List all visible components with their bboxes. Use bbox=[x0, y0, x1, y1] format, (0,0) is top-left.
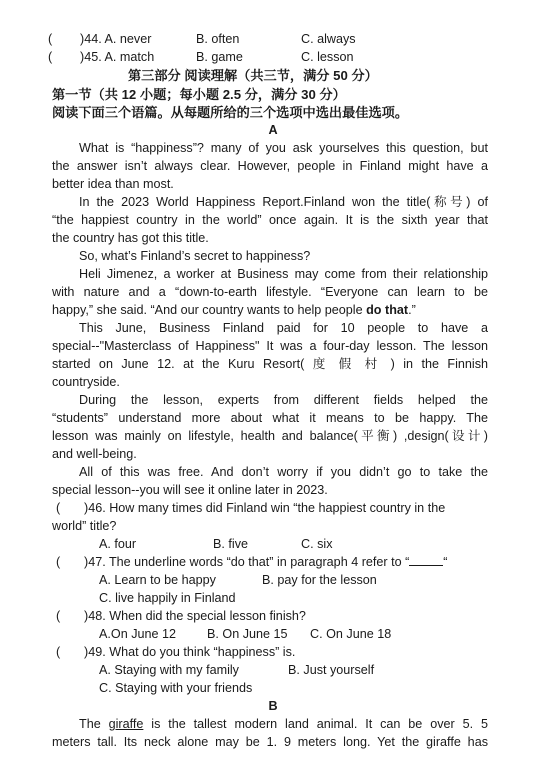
passage-a-line bbox=[52, 303, 416, 318]
passage-b-line: meters tall. Its neck alone may be 1. 9 meters long. Yet the giraffe has bbox=[52, 735, 488, 749]
passage-a-line: “students” understand more about what it means to be happy. The bbox=[52, 411, 488, 425]
passage-a-line: and well-being. bbox=[52, 447, 137, 461]
q49-option-b: B. Just yourself bbox=[288, 663, 375, 677]
q47-paren: ( bbox=[56, 555, 61, 569]
q46-stem: )46. How many times did Finland win “the happiest country in the bbox=[84, 501, 446, 515]
q47-option-a: A. Learn to be happy bbox=[99, 573, 216, 587]
q47-option-c: C. live happily in Finland bbox=[99, 591, 236, 605]
passage-a-line: the country has got this title. bbox=[52, 231, 209, 245]
passage-a-line: with nature and a “down-to-earth lifestyle. “Everyone can learn to be bbox=[52, 285, 488, 299]
passage-a-line: So, what’s Finland’s secret to happiness? bbox=[79, 249, 311, 263]
q46-paren: ( bbox=[56, 501, 61, 515]
passage-a-line: During the lesson, experts from different fields helped the bbox=[79, 393, 488, 407]
passage-a-line: “the happiest country in the world” once again. It is the sixth year that bbox=[52, 213, 488, 227]
q46-stem-cont: world” title? bbox=[52, 519, 117, 533]
passage-a-line: the answer isn’t always clear. However, people in Finland might have a bbox=[52, 159, 488, 173]
q45-option-a: )45. A. match bbox=[80, 50, 155, 64]
q47-option-b: B. pay for the lesson bbox=[262, 573, 377, 587]
passage-a-line: started on June 12. at the Kuru Resort( 度 假 村 ) in the Finnish bbox=[52, 357, 488, 371]
q46-option-a: A. four bbox=[99, 537, 137, 551]
q48-stem: )48. When did the special lesson finish? bbox=[84, 609, 306, 623]
passage-a-line: special--"Masterclass of Happiness" It was a four-day lesson. The lesson bbox=[52, 339, 488, 353]
giraffe-underlined: giraffe bbox=[108, 717, 144, 731]
q49-option-c: C. Staying with your friends bbox=[99, 681, 253, 695]
part3-title: 第三部分 阅读理解（共三节，满分 50 分） bbox=[128, 68, 378, 83]
q44-option-c: C. always bbox=[301, 32, 356, 46]
passage-a-label: A bbox=[268, 123, 278, 137]
q48-option-c: C. On June 18 bbox=[310, 627, 392, 641]
passage-b-line bbox=[79, 717, 488, 732]
q47-stem bbox=[84, 555, 448, 570]
passage-a-line: In the 2023 World Happiness Report.Finland won the title(称号) of bbox=[79, 195, 488, 209]
q48-option-b: B. On June 15 bbox=[207, 627, 288, 641]
q46-option-b: B. five bbox=[213, 537, 248, 551]
passage-b-text: is the tallest modern land animal. It can be over 5. 5 bbox=[143, 717, 488, 731]
passage-a-line: Heli Jimenez, a worker at Business may come from their relationship bbox=[79, 267, 488, 281]
q44-option-a: )44. A. never bbox=[80, 32, 152, 46]
passage-a-line: All of this was free. And don’t worry if you didn’t go to take the bbox=[79, 465, 488, 479]
q48-paren: ( bbox=[56, 609, 61, 623]
passage-a-text: .” bbox=[408, 303, 416, 317]
passage-b-label: B bbox=[268, 699, 278, 713]
q47-stem-text: )47. The underline words “do that” in paragraph 4 refer to “ bbox=[84, 555, 410, 569]
q47-stem-close: “ bbox=[443, 555, 448, 569]
q45-option-c: C. lesson bbox=[301, 50, 354, 64]
passage-a-text: happy,” she said. “And our country wants to help people bbox=[52, 303, 367, 317]
passage-a-line: This June, Business Finland paid for 10 people to have a bbox=[79, 321, 488, 335]
q44-paren: ( bbox=[48, 32, 53, 46]
passage-b-text: The bbox=[79, 717, 109, 731]
passage-a-line: countryside. bbox=[52, 375, 120, 389]
q49-paren: ( bbox=[56, 645, 61, 659]
passage-a-line: better idea than most. bbox=[52, 177, 174, 191]
q46-option-c: C. six bbox=[301, 537, 333, 551]
section1-heading: 第一节（共 12 小题；每小题 2.5 分，满分 30 分） bbox=[52, 87, 346, 102]
reading-instruction: 阅读下面三个语篇。从每题所给的三个选项中选出最佳选项。 bbox=[52, 105, 409, 120]
do-that-phrase: do that bbox=[366, 303, 409, 317]
q44-option-b: B. often bbox=[196, 32, 240, 46]
passage-a-line: What is “happiness”? many of you ask yourselves this question, but bbox=[79, 141, 488, 155]
q49-stem: )49. What do you think “happiness” is. bbox=[84, 645, 296, 659]
q45-option-b: B. game bbox=[196, 50, 243, 64]
q49-option-a: A. Staying with my family bbox=[99, 663, 239, 677]
answer-blank bbox=[409, 555, 443, 566]
q45-paren: ( bbox=[48, 50, 53, 64]
q48-option-a: A.On June 12 bbox=[99, 627, 177, 641]
passage-a-line: lesson was mainly on lifestyle, health and balance(平衡) ,design(设计) bbox=[52, 429, 488, 443]
passage-a-line: special lesson--you will see it online later in 2023. bbox=[52, 483, 328, 497]
